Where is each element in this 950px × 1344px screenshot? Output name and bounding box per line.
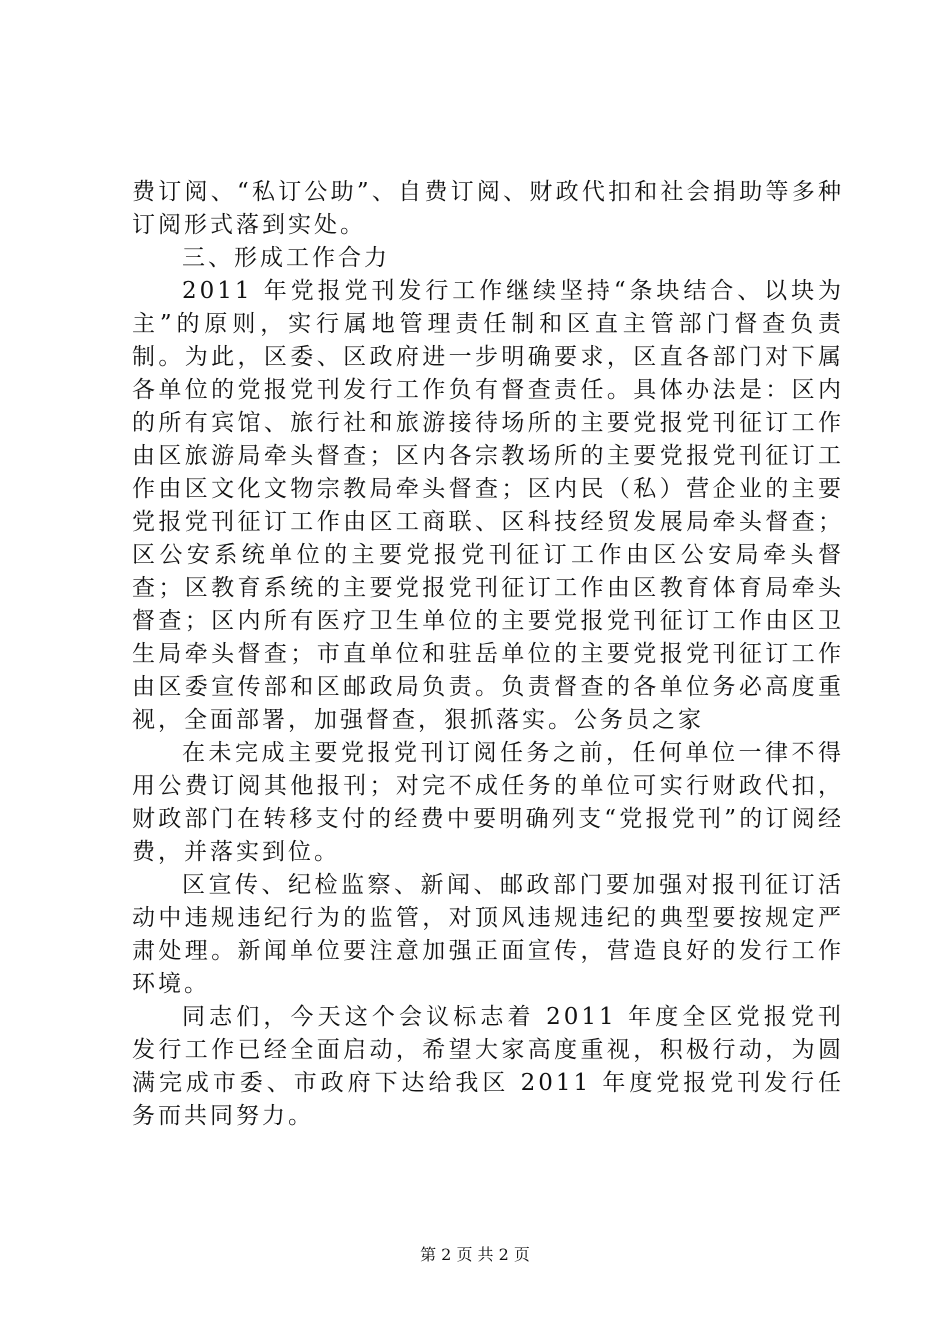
page-number-footer: 第 2 页 共 2 页 <box>420 1245 530 1264</box>
document-body <box>132 176 844 1133</box>
paragraph-closing-remarks: 同志们，今天这个会议标志着 2011 年度全区党报党刊发行工作已经全面启动，希望大家高度重视，积极行动，为圆满完成市委、市政府下达给我区 2011 年度党报党刊发行任务而共同努力。 <box>132 1004 844 1129</box>
paragraph-public-funds-rule: 在未完成主要党报党刊订阅任务之前，任何单位一律不得用公费订阅其他报刊；对完不成任务的单位可实行财政代扣，财政部门在转移支付的经费中要明确列支“党报党刊”的订阅经费，并落实到位。 <box>132 740 844 865</box>
paragraph-discipline-supervision: 区宣传、纪检监察、新闻、邮政部门要加强对报刊征订活动中违规违纪行为的监管，对顶风违规违纪的典型要按规定严肃处理。新闻单位要注意加强正面宣传，营造良好的发行工作环境。 <box>132 872 844 997</box>
section-heading-joint-effort: 三、形成工作合力 <box>182 245 390 271</box>
paragraph-subscription-forms: 费订阅、“私订公助”、自费订阅、财政代扣和社会捐助等多种订阅形式落到实处。 <box>132 179 844 238</box>
paragraph-supervision-responsibility: 2011 年党报党刊发行工作继续坚持“条块结合、以块为主”的原则，实行属地管理责任制和区直主管部门督查负责制。为此，区委、区政府进一步明确要求，区直各部门对下属各单位的党报党刊发行工作负有督查责任。具体办法是：区内的所有宾馆、旅行社和旅游接待场所的主要党报党刊征订工作由区旅游局牵头督查；区内各宗教场所的主要党报党刊征订工作由区文化文物宗教局牵头督查；区内民（私）营企业的主要党报党刊征订工作由区工商联、区科技经贸发展局牵头督查；区公安系统单位的主要党报党刊征订工作由区公安局牵头督查；区教育系统的主要党报党刊征订工作由区教育体育局牵头督查；区内所有医疗卫生单位的主要党报党刊征订工作由区卫生局牵头督查；市直单位和驻岳单位的主要党报党刊征订工作由区委宣传部和区邮政局负责。负责督查的各单位务必高度重视，全面部署，加强督查，狠抓落实。公务员之家 <box>132 278 844 733</box>
